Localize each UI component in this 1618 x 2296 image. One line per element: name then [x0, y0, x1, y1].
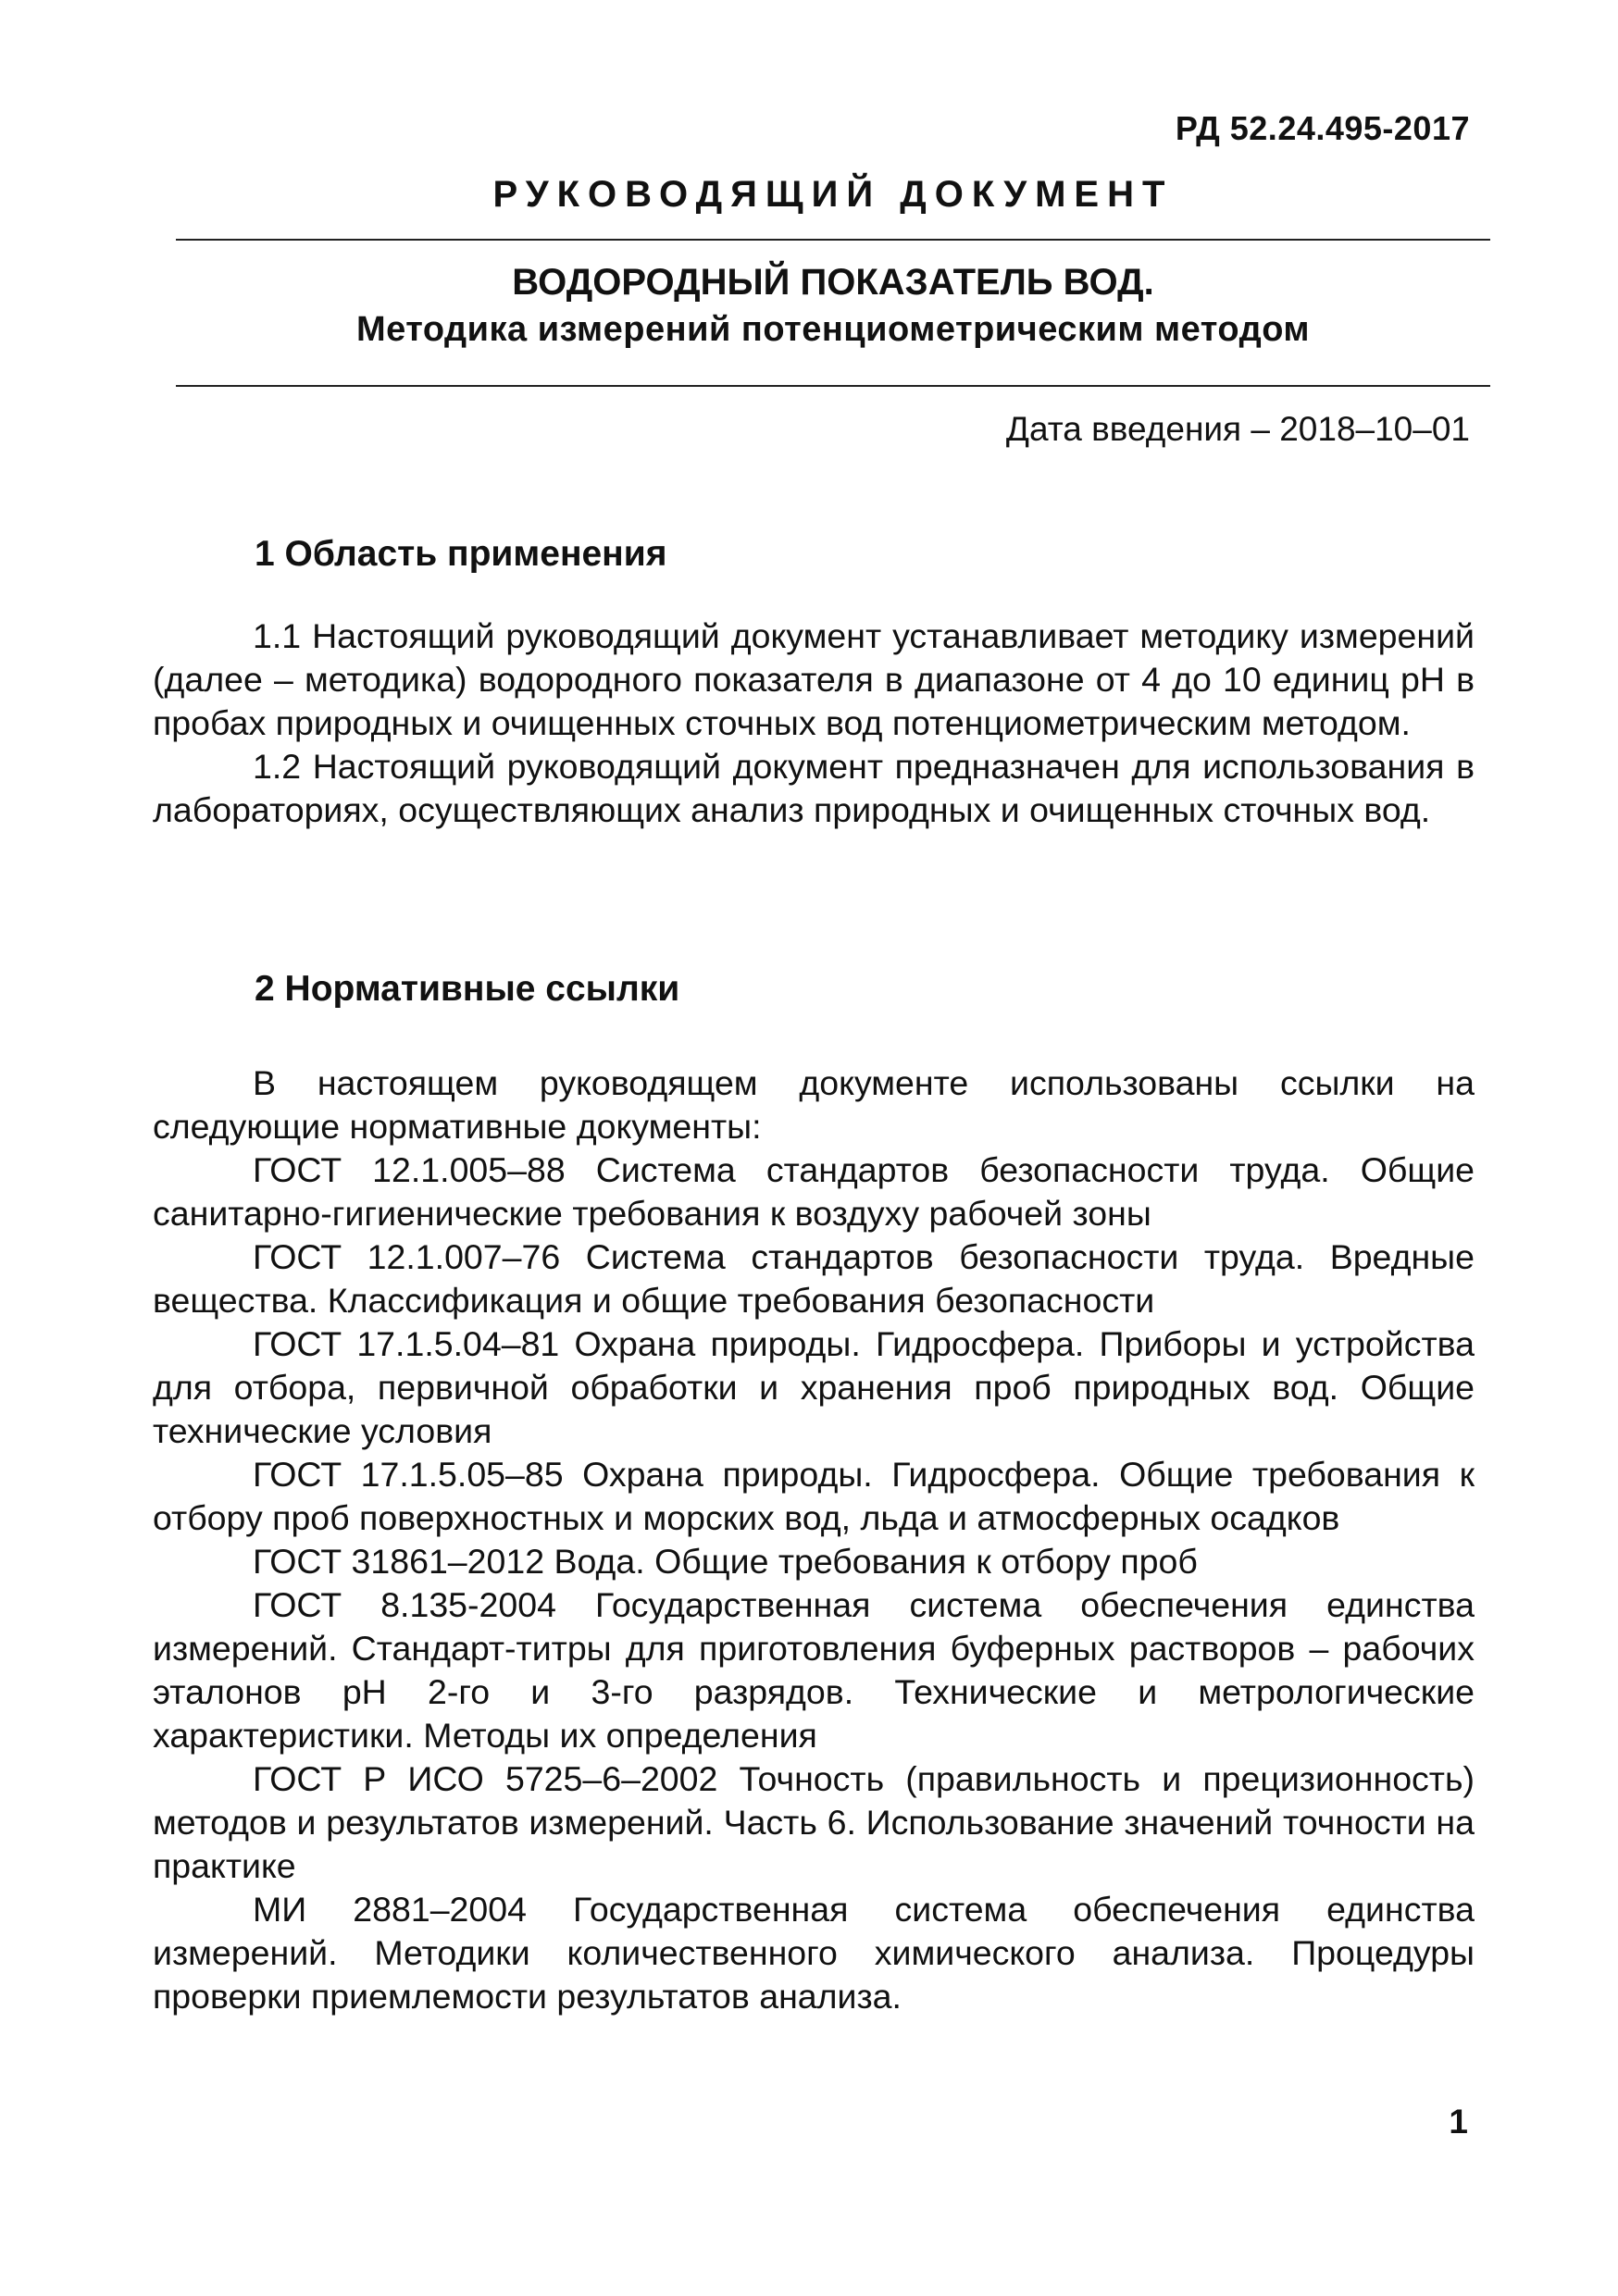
normative-reference: ГОСТ Р ИСО 5725–6–2002 Точность (правильность и прецизионность) методов и результатов измерений. Часть 6. Использование значений точности на практике	[153, 1759, 1475, 1885]
normative-reference: ГОСТ 31861–2012 Вода. Общие требования к отбору проб	[253, 1542, 1198, 1581]
section-2-heading: 2 Нормативные ссылки	[255, 969, 680, 1009]
section-2-intro: В настоящем руководящем документе использованы ссылки на следующие нормативные документы:	[153, 1063, 1475, 1146]
section-2-body	[153, 1061, 1475, 2018]
normative-reference: ГОСТ 12.1.005–88 Система стандартов безопасности труда. Общие санитарно-гигиенические требования к воздуху рабочей зоны	[153, 1150, 1475, 1233]
title-divider-top	[176, 239, 1490, 241]
section-1-body	[153, 614, 1475, 832]
section-1-heading: 1 Область применения	[255, 534, 667, 574]
normative-reference: ГОСТ 8.135-2004 Государственная система обеспечения единства измерений. Стандарт-титры для приготовления буферных растворов – рабочих эталонов рН 2-го и 3-го разрядов. Технические и метрологические характеристики. Методы их определения	[153, 1585, 1475, 1755]
introduction-date: Дата введения – 2018–10–01	[1005, 410, 1470, 448]
normative-reference: ГОСТ 12.1.007–76 Система стандартов безопасности труда. Вредные вещества. Классификация и общие требования безопасности	[153, 1237, 1475, 1320]
normative-reference: ГОСТ 17.1.5.04–81 Охрана природы. Гидросфера. Приборы и устройства для отбора, первичной обработки и хранения проб природных вод. Общие технические условия	[153, 1324, 1475, 1450]
document-type: РУКОВОДЯЩИЙ ДОКУМЕНТ	[492, 174, 1174, 215]
normative-reference: МИ 2881–2004 Государственная система обеспечения единства измерений. Методики количественного химического анализа. Процедуры проверки приемлемости результатов анализа.	[153, 1890, 1475, 2016]
title-divider-bottom	[176, 385, 1490, 387]
document-title: ВОДОРОДНЫЙ ПОКАЗАТЕЛЬ ВОД.	[512, 262, 1154, 303]
normative-reference: ГОСТ 17.1.5.05–85 Охрана природы. Гидросфера. Общие требования к отбору проб поверхностных и морских вод, льда и атмосферных осадков	[153, 1455, 1475, 1537]
page-number: 1	[1449, 2103, 1468, 2141]
document-subtitle: Методика измерений потенциометрическим методом	[355, 310, 1311, 349]
paragraph-1-1: 1.1 Настоящий руководящий документ устанавливает методику измерений (далее – методика) водородного показателя в диапазоне от 4 до 10 единиц рН в пробах природных и очищенных сточных вод потенциометрическим методом.	[153, 616, 1475, 742]
paragraph-1-2: 1.2 Настоящий руководящий документ предназначен для использования в лабораториях, осуществляющих анализ природных и очищенных сточных вод.	[153, 747, 1475, 829]
document-code: РД 52.24.495-2017	[1175, 109, 1470, 147]
